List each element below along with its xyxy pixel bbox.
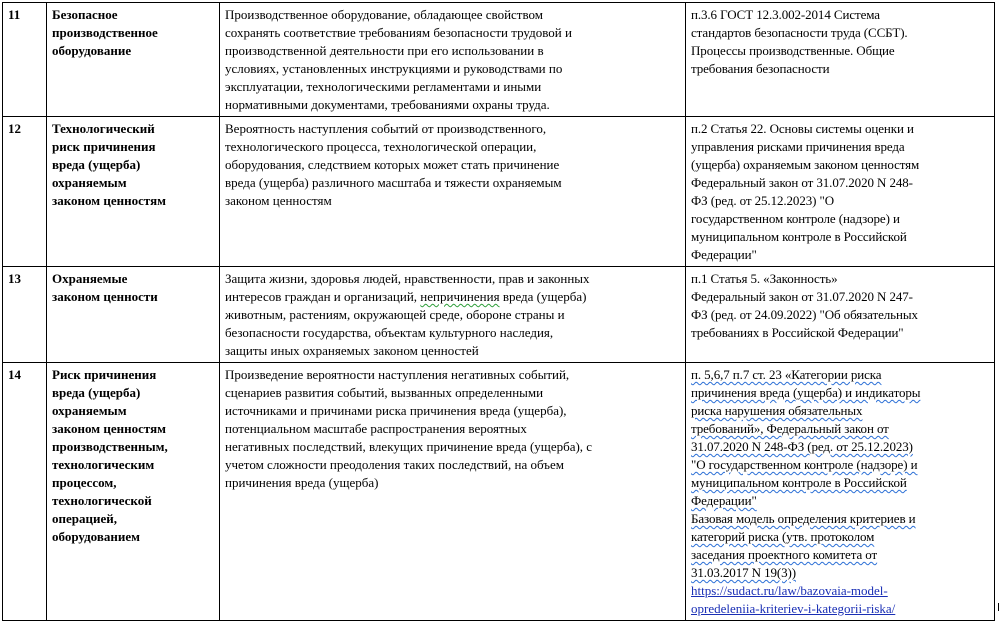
- term-line: Безопасное: [52, 7, 118, 22]
- definition-cell: [220, 117, 686, 267]
- definition-line: Производственное оборудование, обладающее свойством: [225, 7, 544, 22]
- definition-line: оборудования, следствием которых может стать причинение: [225, 157, 560, 172]
- definition-line: производственной деятельности при его использовании в: [225, 43, 544, 58]
- source-line: риска нарушения обязательных: [691, 403, 863, 418]
- table-row-14: [3, 363, 995, 621]
- definition-cell: [220, 267, 686, 363]
- source-line: стандартов безопасности труда (ССБТ).: [691, 25, 908, 40]
- source-line: п.3.6 ГОСТ 12.3.002-2014 Система: [691, 7, 880, 22]
- glossary-table: [2, 2, 995, 621]
- definition-line: учетом сложности преодоления таких последствий, на объем: [225, 457, 564, 472]
- definition-line: эксплуатации, технологическими регламентами и иными: [225, 79, 542, 94]
- source-line: заседания проектного комитета от: [691, 547, 878, 562]
- source-link[interactable]: [691, 600, 989, 618]
- term-cell: [47, 3, 220, 117]
- table-row-12: [3, 117, 995, 267]
- spellcheck-word: непричинения: [420, 289, 500, 304]
- term-line: Риск причинения: [52, 367, 157, 382]
- definition-line: условиях, установленных инструкциями и руководствами по: [225, 61, 563, 76]
- source-line: "О государственном контроле (надзоре) и: [691, 457, 918, 472]
- source-line: 31.03.2017 N 19(3)): [691, 565, 796, 580]
- term-line: технологической: [52, 493, 152, 508]
- source-line: категорий риска (утв. протоколом: [691, 529, 875, 544]
- definition-line: негативных последствий, влекущих причинение вреда (ущерба), с: [225, 439, 593, 454]
- source-line: п.2 Статья 22. Основы системы оценки и: [691, 121, 914, 136]
- table-edge-mark: [994, 603, 999, 611]
- term-line: производственным,: [52, 439, 168, 454]
- term-line: вреда (ущерба): [52, 157, 141, 172]
- definition-line: защиты иных охраняемых законом ценностей: [225, 343, 479, 358]
- source-line: государственном контроле (надзоре) и: [691, 211, 900, 226]
- definition-line: Вероятность наступления событий от производственного,: [225, 121, 547, 136]
- source-line: Процессы производственные. Общие: [691, 43, 895, 58]
- term-cell: [47, 117, 220, 267]
- term-line: процессом,: [52, 475, 117, 490]
- source-line: Федерации": [691, 493, 757, 508]
- term-line: охраняемым: [52, 403, 127, 418]
- source-line: (ущерба) охраняемым законом ценностям: [691, 157, 920, 172]
- term-line: законом ценностям: [52, 421, 167, 436]
- term-line: охраняемым: [52, 175, 127, 190]
- table-row-13: [3, 267, 995, 363]
- source-line: Федеральный закон от 31.07.2020 N 247-: [691, 289, 913, 304]
- source-line: Базовая модель определения критериев и: [691, 511, 916, 526]
- definition-line: сохранять соответствие требованиям безопасности трудовой и: [225, 25, 572, 40]
- term-line: риск причинения: [52, 139, 156, 154]
- source-line: требований», Федеральный закон от: [691, 421, 889, 436]
- source-link-text[interactable]: opredeleniia-kriteriev-i-kategorii-riska/: [691, 601, 896, 616]
- definition-cell: [220, 363, 686, 621]
- term-line: вреда (ущерба): [52, 385, 141, 400]
- source-line: п.1 Статья 5. «Законность»: [691, 271, 838, 286]
- term-cell: [47, 267, 220, 363]
- row-number: 12: [3, 117, 47, 267]
- definition-line: источниками и причинами риска причинения вреда (ущерба),: [225, 403, 567, 418]
- definition-line: безопасности государства, объектам культурного наследия,: [225, 325, 554, 340]
- source-cell: [686, 117, 995, 267]
- term-line: производственное: [52, 25, 158, 40]
- source-line: 31.07.2020 N 248-ФЗ (ред. от 25.12.2023): [691, 439, 913, 454]
- definition-line: технологического процесса, технологической операции,: [225, 139, 537, 154]
- definition-line: вреда (ущерба) различного масштаба и тяжести охраняемым: [225, 175, 562, 190]
- source-line: Федеральный закон от 31.07.2020 N 248-: [691, 175, 913, 190]
- source-cell: [686, 3, 995, 117]
- term-cell: [47, 363, 220, 621]
- source-link[interactable]: [691, 582, 989, 600]
- definition-cell: [220, 3, 686, 117]
- definition-line: Защита жизни, здоровья людей, нравственности, прав и законных: [225, 271, 590, 286]
- source-line: управления рисками причинения вреда: [691, 139, 905, 154]
- source-line: причинения вреда (ущерба) и индикаторы: [691, 385, 921, 400]
- source-line: п. 5,6,7 п.7 ст. 23 «Категории риска: [691, 367, 882, 382]
- term-line: законом ценности: [52, 289, 158, 304]
- term-line: Технологический: [52, 121, 155, 136]
- source-line: Федерации": [691, 247, 757, 262]
- row-number: 13: [3, 267, 47, 363]
- source-link-text[interactable]: https://sudact.ru/law/bazovaia-model-: [691, 583, 888, 598]
- definition-line: сценариев развития событий, вызванных определенными: [225, 385, 544, 400]
- source-line: ФЗ (ред. от 25.12.2023) "О: [691, 193, 835, 208]
- definition-line: животным, растениям, окружающей среде, обороне страны и: [225, 307, 565, 322]
- source-cell: [686, 363, 995, 621]
- term-line: оборудованием: [52, 529, 140, 544]
- definition-line: нормативными документами, требованиями охраны труда.: [225, 97, 550, 112]
- definition-line: [225, 288, 680, 306]
- definition-text: интересов граждан и организаций,: [225, 289, 421, 304]
- term-line: Охраняемые: [52, 271, 128, 286]
- row-number: 14: [3, 363, 47, 621]
- definition-line: Произведение вероятности наступления негативных событий,: [225, 367, 570, 382]
- term-line: законом ценностям: [52, 193, 167, 208]
- source-cell: [686, 267, 995, 363]
- source-line: ФЗ (ред. от 24.09.2022) "Об обязательных: [691, 307, 918, 322]
- definition-line: причинения вреда (ущерба): [225, 475, 379, 490]
- term-line: технологическим: [52, 457, 155, 472]
- source-line: требованиях в Российской Федерации": [691, 325, 904, 340]
- source-line: муниципальном контроле в Российской: [691, 475, 907, 490]
- table-row-11: [3, 3, 995, 117]
- definition-line: законом ценностям: [225, 193, 332, 208]
- source-line: требования безопасности: [691, 61, 830, 76]
- source-line: муниципальном контроле в Российской: [691, 229, 907, 244]
- term-line: операцией,: [52, 511, 117, 526]
- definition-text: вреда (ущерба): [499, 289, 587, 304]
- definition-line: потенциальном масштабе распространения вероятных: [225, 421, 527, 436]
- term-line: оборудование: [52, 43, 132, 58]
- row-number: 11: [3, 3, 47, 117]
